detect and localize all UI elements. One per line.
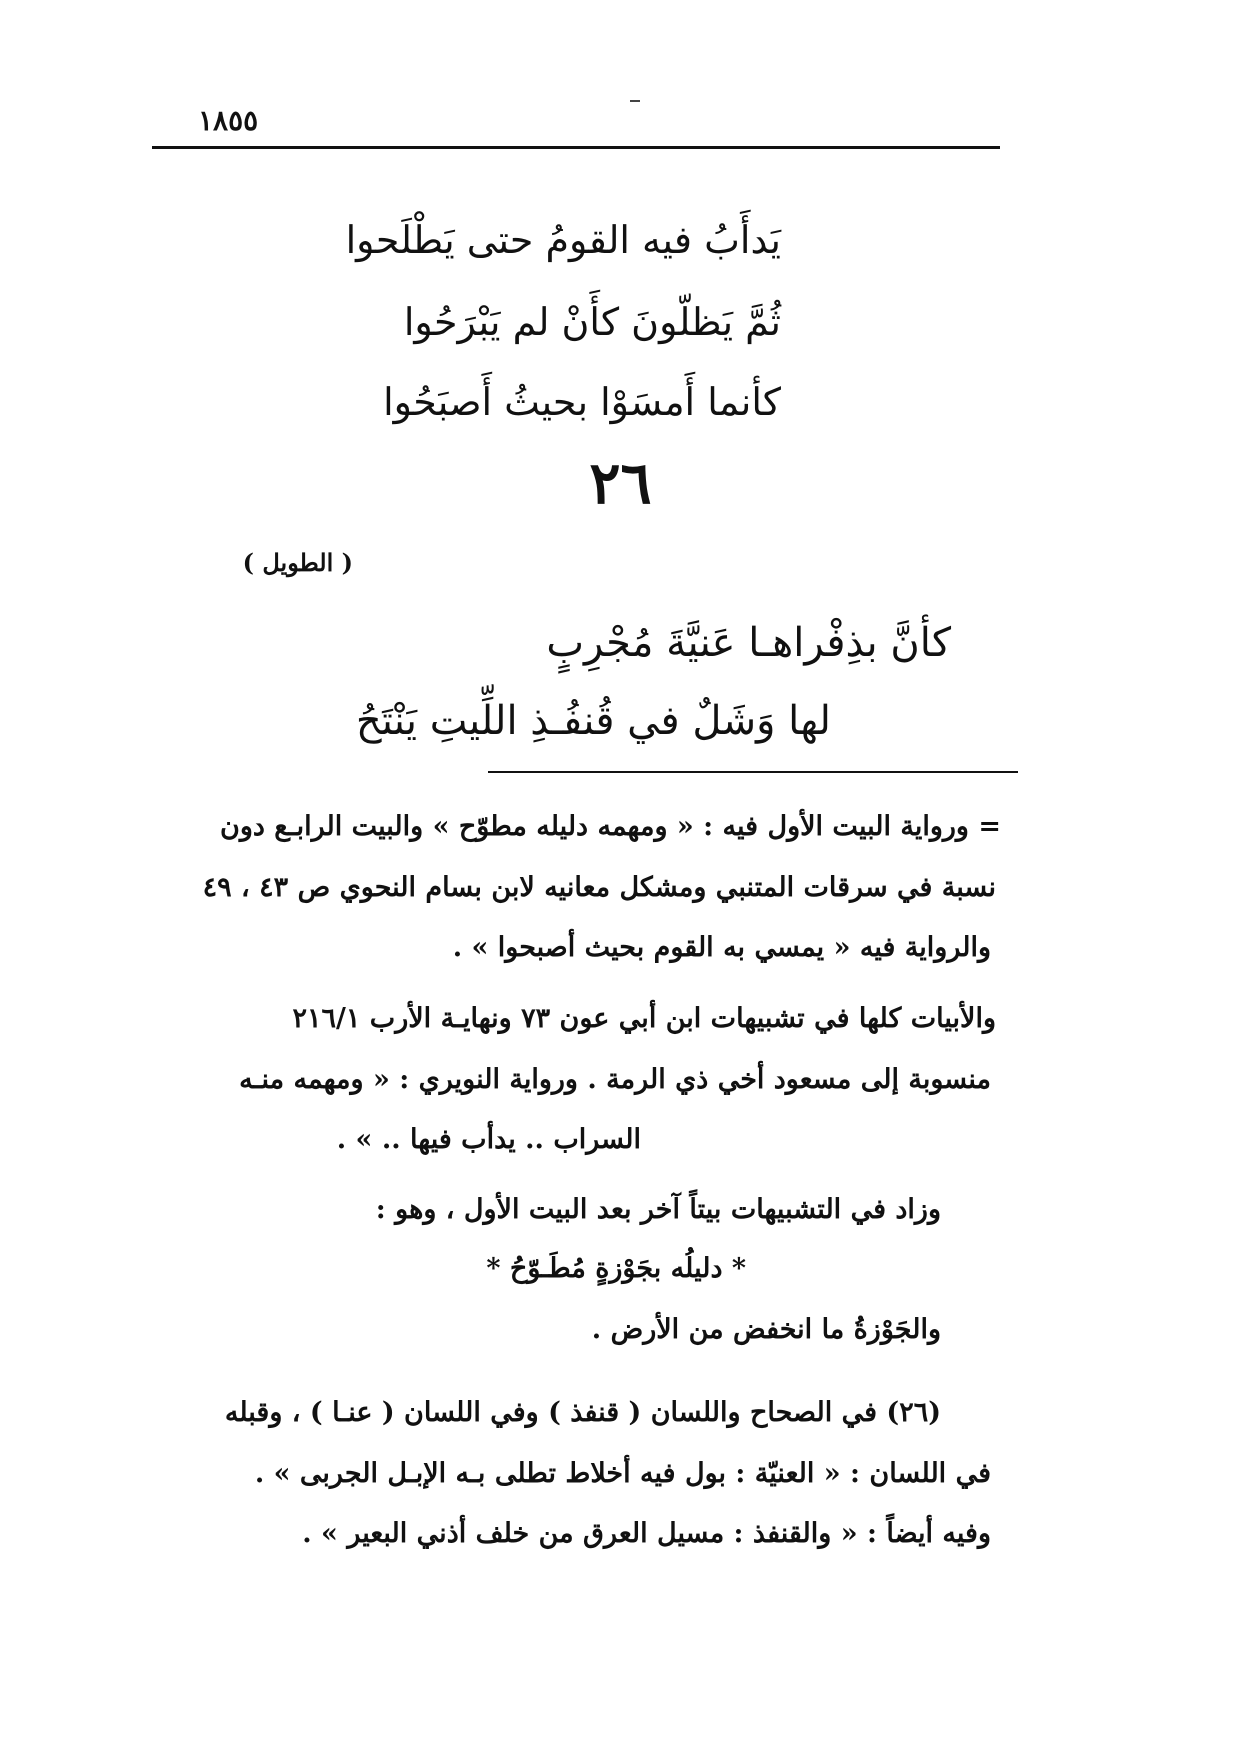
footnote-line: منسوبة إلى مسعود أخي ذي الرمة . ورواية النويري : « ومهمه منـه: [239, 1064, 991, 1095]
footnote-line: والجَوْزةُ ما انخفض من الأرض .: [591, 1314, 941, 1345]
footnote-line: وزاد في التشبيهات بيتاً آخر بعد البيت الأول ، وهو :: [375, 1194, 941, 1225]
poem-number: ٢٦: [589, 449, 652, 517]
header-rule: [152, 146, 1000, 149]
footnote-line: وفيه أيضاً : « والقنفذ : مسيل العرق من خلف أذني البعير » .: [302, 1518, 991, 1549]
page-number: ١٨٥٥: [198, 104, 259, 137]
verse-line: ثُمَّ يَظلّونَ كأَنْ لم يَبْرَحُوا: [403, 300, 781, 344]
footnote-line: والرواية فيه « يمسي به القوم بحيث أصبحوا » .: [452, 932, 991, 963]
poem-hemistich-first: كأنَّ بذِفْراهـا عَنيَّةَ مُجْرِبٍ: [546, 620, 951, 666]
footnote-quoted-verse: * دليلُه بجَوْزةٍ مُطَـوّحُ *: [486, 1253, 746, 1284]
footnote-line: السراب .. يدأب فيها .. » .: [336, 1124, 641, 1155]
verse-line: يَدأَبُ فيه القومُ حتى يَطْلَحوا: [345, 218, 781, 262]
footnote-line: = ورواية البيت الأول فيه : « ومهمه دليله مطوّح » والبيت الرابـع دون: [220, 811, 1001, 842]
footnote-line: والأبيات كلها في تشبيهات ابن أبي عون ٧٣ ونهايـة الأرب ٢١٦/١: [292, 1003, 996, 1034]
footnote-line: نسبة في سرقات المتنبي ومشكل معانيه لابن بسام النحوي ص ٤٣ ، ٤٩: [202, 872, 996, 903]
meter-label: ( الطويل ): [242, 548, 353, 577]
footnote-line: (٢٦) في الصحاح واللسان ( قنفذ ) وفي اللسان ( عنـا ) ، وقبله: [224, 1397, 941, 1428]
footnote-line: في اللسان : « العنيّة : بول فيه أخلاط تطلى بـه الإبـل الجربى » .: [254, 1458, 991, 1489]
poem-hemistich-second: لها وَشَلٌ في قُنفُـذِ اللِّيتِ يَنْتَحُ: [355, 698, 831, 744]
stray-ink-mark: [630, 100, 640, 102]
verse-line: كأنما أَمسَوْا بحيثُ أَصبَحُوا: [383, 380, 781, 424]
footnote-rule: [488, 771, 1018, 773]
